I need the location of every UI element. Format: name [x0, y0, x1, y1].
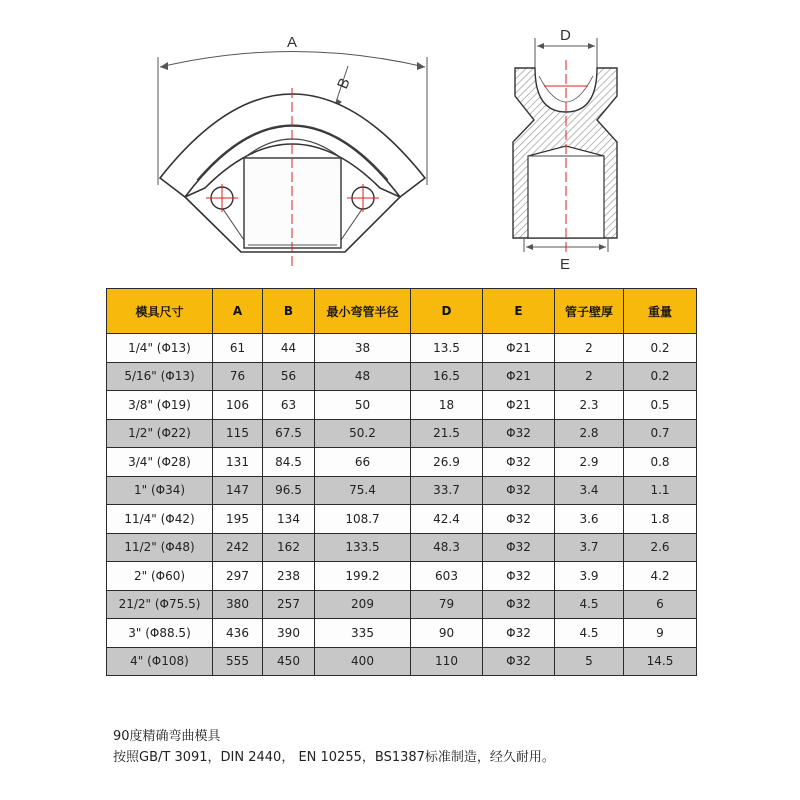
table-row: [107, 533, 697, 562]
header-die-size: 模具尺寸: [107, 289, 213, 334]
table-cell: 16.5: [411, 362, 483, 391]
table-cell: 0.2: [624, 362, 697, 391]
table-cell: Φ32: [483, 647, 555, 676]
table-cell: 48: [315, 362, 411, 391]
table-cell: Φ32: [483, 619, 555, 648]
table-cell: 4.2: [624, 562, 697, 591]
table-cell: Φ32: [483, 590, 555, 619]
table-row: [107, 562, 697, 591]
table-cell: Φ32: [483, 533, 555, 562]
table-cell: 400: [315, 647, 411, 676]
table-cell: 115: [213, 419, 263, 448]
table-cell: 14.5: [624, 647, 697, 676]
die-technical-drawing: [0, 0, 800, 282]
table-cell: 555: [213, 647, 263, 676]
table-cell: 1/2" (Φ22): [107, 419, 213, 448]
table-cell: 79: [411, 590, 483, 619]
table-cell: Φ32: [483, 419, 555, 448]
table-cell: 603: [411, 562, 483, 591]
table-cell: 1.8: [624, 505, 697, 534]
table-cell: 5: [555, 647, 624, 676]
table-cell: 436: [213, 619, 263, 648]
table-cell: 33.7: [411, 476, 483, 505]
header-a: A: [213, 289, 263, 334]
table-cell: 11/4" (Φ42): [107, 505, 213, 534]
table-cell: 1.1: [624, 476, 697, 505]
table-cell: 2: [555, 334, 624, 363]
table-cell: 108.7: [315, 505, 411, 534]
table-cell: 13.5: [411, 334, 483, 363]
table-cell: 106: [213, 391, 263, 420]
table-cell: 0.7: [624, 419, 697, 448]
table-cell: Φ32: [483, 476, 555, 505]
table-cell: 48.3: [411, 533, 483, 562]
table-cell: Φ21: [483, 391, 555, 420]
table-cell: 297: [213, 562, 263, 591]
table-header-row: [107, 289, 697, 334]
table-row: [107, 419, 697, 448]
table-cell: Φ32: [483, 505, 555, 534]
table-row: [107, 476, 697, 505]
dimension-d-label: D: [560, 27, 571, 44]
header-e: E: [483, 289, 555, 334]
table-cell: 4" (Φ108): [107, 647, 213, 676]
table-cell: 44: [263, 334, 315, 363]
table-cell: 2.9: [555, 448, 624, 477]
footer-standards: 按照GB/T 3091，DIN 2440， EN 10255，BS1387标准制造，经久耐用。: [113, 750, 555, 765]
table-cell: 2.8: [555, 419, 624, 448]
section-view: [513, 38, 617, 252]
table-row: [107, 590, 697, 619]
table-cell: 18: [411, 391, 483, 420]
table-cell: 0.8: [624, 448, 697, 477]
table-cell: 380: [213, 590, 263, 619]
table-cell: 257: [263, 590, 315, 619]
table-cell: 11/2" (Φ48): [107, 533, 213, 562]
dimension-e-label: E: [560, 256, 571, 273]
table-cell: 63: [263, 391, 315, 420]
header-b: B: [263, 289, 315, 334]
table-cell: 26.9: [411, 448, 483, 477]
table-cell: 5/16" (Φ13): [107, 362, 213, 391]
table-cell: 9: [624, 619, 697, 648]
table-row: [107, 448, 697, 477]
table-cell: 199.2: [315, 562, 411, 591]
table-cell: 21.5: [411, 419, 483, 448]
table-cell: 61: [213, 334, 263, 363]
table-cell: 134: [263, 505, 315, 534]
table-cell: Φ21: [483, 362, 555, 391]
spec-table: [106, 288, 697, 676]
table-cell: Φ21: [483, 334, 555, 363]
dimension-a-label: A: [287, 34, 298, 51]
table-cell: 2" (Φ60): [107, 562, 213, 591]
table-row: [107, 362, 697, 391]
table-cell: 4.5: [555, 619, 624, 648]
table-row: [107, 505, 697, 534]
table-cell: 75.4: [315, 476, 411, 505]
dimension-b-label: B: [334, 75, 354, 92]
table-cell: 0.5: [624, 391, 697, 420]
table-cell: 3/4" (Φ28): [107, 448, 213, 477]
table-cell: Φ32: [483, 448, 555, 477]
table-cell: 209: [315, 590, 411, 619]
table-cell: 3.7: [555, 533, 624, 562]
table-row: [107, 647, 697, 676]
table-cell: 3.9: [555, 562, 624, 591]
table-row: [107, 334, 697, 363]
table-cell: 3" (Φ88.5): [107, 619, 213, 648]
header-d: D: [411, 289, 483, 334]
table-cell: 21/2" (Φ75.5): [107, 590, 213, 619]
table-cell: 76: [213, 362, 263, 391]
table-cell: 390: [263, 619, 315, 648]
table-cell: 242: [213, 533, 263, 562]
table-cell: 133.5: [315, 533, 411, 562]
table-cell: 50.2: [315, 419, 411, 448]
table-cell: 238: [263, 562, 315, 591]
table-row: [107, 391, 697, 420]
table-cell: 131: [213, 448, 263, 477]
table-cell: 0.2: [624, 334, 697, 363]
table-cell: 90: [411, 619, 483, 648]
table-row: [107, 619, 697, 648]
front-view: [158, 52, 427, 271]
table-cell: 1/4" (Φ13): [107, 334, 213, 363]
table-cell: 335: [315, 619, 411, 648]
header-min-bend-radius: 最小弯管半径: [315, 289, 411, 334]
table-cell: 3/8" (Φ19): [107, 391, 213, 420]
header-wall-thickness: 管子壁厚: [555, 289, 624, 334]
footer-title: 90度精确弯曲模具: [113, 729, 221, 744]
table-cell: 2.6: [624, 533, 697, 562]
table-cell: 42.4: [411, 505, 483, 534]
table-cell: 2: [555, 362, 624, 391]
table-cell: 56: [263, 362, 315, 391]
table-cell: 67.5: [263, 419, 315, 448]
table-cell: Φ32: [483, 562, 555, 591]
table-cell: 96.5: [263, 476, 315, 505]
table-cell: 195: [213, 505, 263, 534]
table-cell: 147: [213, 476, 263, 505]
table-cell: 84.5: [263, 448, 315, 477]
table-cell: 50: [315, 391, 411, 420]
header-weight: 重量: [624, 289, 697, 334]
table-cell: 4.5: [555, 590, 624, 619]
table-cell: 3.6: [555, 505, 624, 534]
table-cell: 450: [263, 647, 315, 676]
table-cell: 38: [315, 334, 411, 363]
table-cell: 110: [411, 647, 483, 676]
table-cell: 1" (Φ34): [107, 476, 213, 505]
table-body: [107, 334, 697, 676]
table-cell: 66: [315, 448, 411, 477]
table-cell: 6: [624, 590, 697, 619]
table-cell: 3.4: [555, 476, 624, 505]
table-cell: 162: [263, 533, 315, 562]
table-cell: 2.3: [555, 391, 624, 420]
